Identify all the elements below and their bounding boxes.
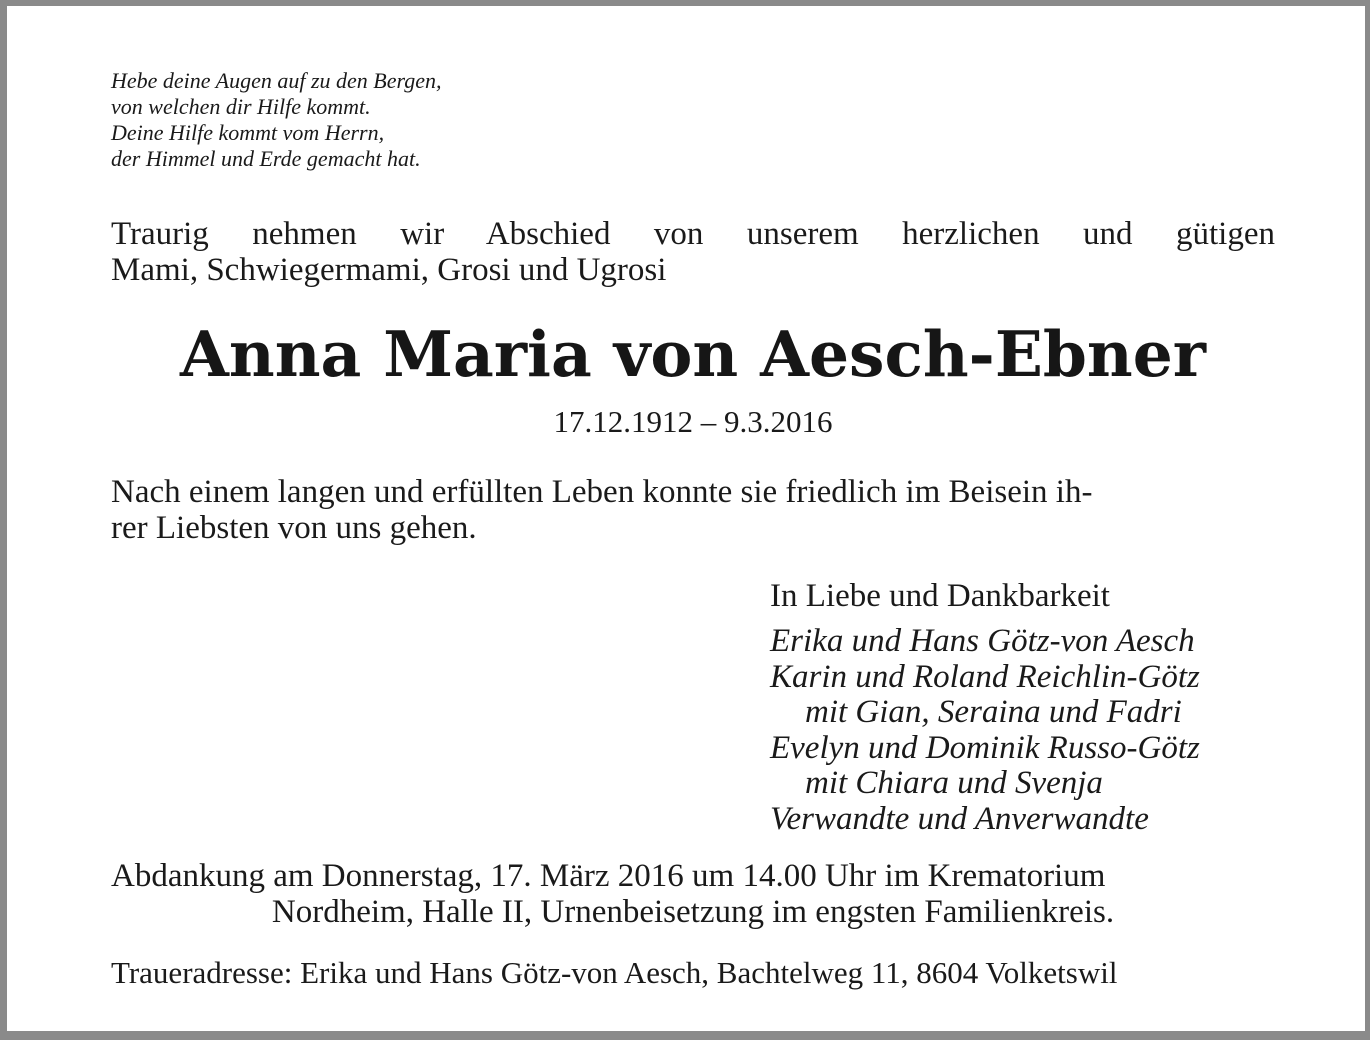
- mourning-address: Traueradresse: Erika und Hans Götz-von Aesch, Bachtelweg 11, 8604 Volketswil: [111, 955, 1118, 990]
- ceremony-line: Abdankung am Donnerstag, 17. März 2016 um 14.00 Uhr im Krematorium: [111, 858, 1106, 894]
- verse-line: der Himmel und Erde gemacht hat.: [111, 146, 421, 171]
- verse-line: Deine Hilfe kommt vom Herrn,: [111, 120, 385, 145]
- mourner-entry: mit Chiara und Svenja: [805, 765, 1103, 801]
- intro-line: Traurig nehmen wir Abschied von unserem herzlichen und gütigen: [111, 216, 1275, 252]
- mourner-entry: mit Gian, Seraina und Fadri: [805, 694, 1182, 730]
- verse-line: von welchen dir Hilfe kommt.: [111, 94, 371, 119]
- funeral-ceremony-info: [111, 858, 1275, 930]
- farewell-intro: [111, 216, 1275, 288]
- mourner-entry: Erika und Hans Götz-von Aesch: [770, 623, 1195, 659]
- ceremony-line: Nordheim, Halle II, Urnenbeisetzung im engsten Familienkreis.: [271, 894, 1115, 930]
- mourners-signature: [770, 576, 1290, 837]
- passage-line: rer Liebsten von uns gehen.: [111, 510, 477, 546]
- bible-verse: [111, 68, 811, 172]
- signature-heading: In Liebe und Dankbarkeit: [770, 578, 1110, 614]
- verse-line: Hebe deine Augen auf zu den Bergen,: [111, 68, 442, 93]
- passage-line: Nach einem langen und erfüllten Leben konnte sie friedlich im Beisein ih-: [111, 474, 1093, 510]
- intro-line: Mami, Schwiegermami, Grosi und Ugrosi: [111, 252, 667, 288]
- mourner-entry: Karin und Roland Reichlin-Götz: [770, 658, 1200, 695]
- passing-text: [111, 474, 1275, 546]
- mourner-entry: Verwandte und Anverwandte: [770, 800, 1149, 837]
- mourners-list: [770, 624, 1290, 837]
- mourner-entry: Evelyn und Dominik Russo-Götz: [770, 729, 1200, 766]
- life-dates: 17.12.1912 – 9.3.2016: [553, 404, 833, 439]
- deceased-name: Anna Maria von Aesch-Ebner: [180, 317, 1206, 391]
